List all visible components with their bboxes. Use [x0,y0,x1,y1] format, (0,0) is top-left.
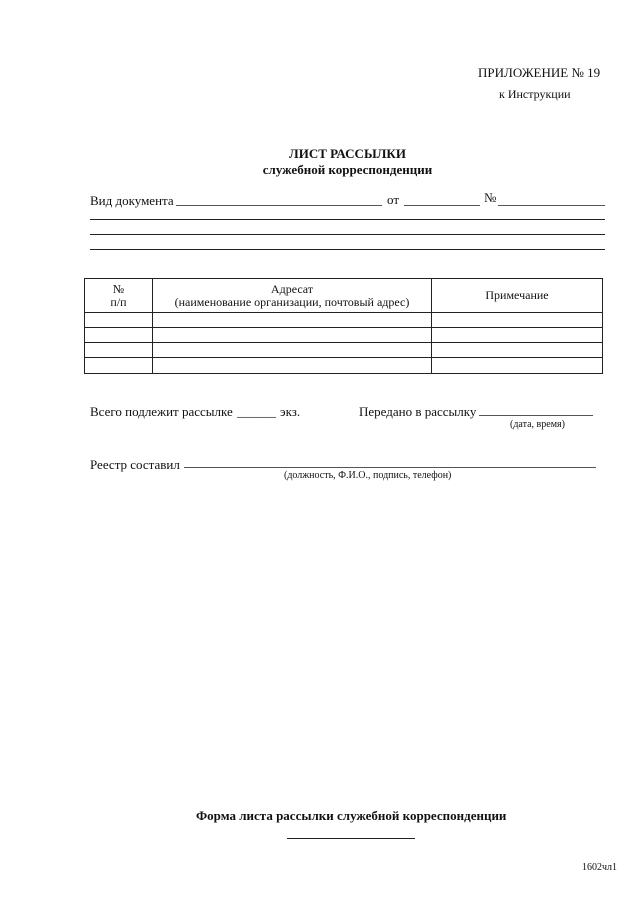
header-number-line2: п/п [110,295,127,309]
document-type-label: Вид документа [90,193,174,208]
document-type-field[interactable] [176,205,382,206]
form-caption: Форма листа рассылки служебной корреспонденции [196,808,507,823]
handed-over-hint: (дата, время) [510,419,565,430]
table-row-cell[interactable] [432,328,603,343]
header-addressee-line1: Адресат [270,282,314,296]
total-to-send-label: Всего подлежит рассылке [90,404,233,419]
header-note-label: Примечание [485,288,549,302]
number-field[interactable] [498,205,605,206]
registry-field[interactable] [184,467,596,468]
table-row-cell[interactable] [432,358,603,374]
copies-unit: экз. [280,404,301,419]
handed-over-field[interactable] [479,415,593,416]
caption-underline [287,838,415,839]
header-cell-addressee [153,279,432,313]
handed-over-label: Передано в рассылку [359,404,477,419]
header-number-line1: № [112,282,125,296]
registry-label: Реестр составил [90,457,180,472]
table-row-cell[interactable] [432,313,603,328]
appendix-subtitle: к Инструкции [499,87,571,101]
date-label: от [387,192,400,207]
table-row-cell[interactable] [85,313,153,328]
header-cell-number [85,279,153,313]
header-cell-note [432,279,603,313]
table-row-cell[interactable] [153,358,432,374]
header-addressee-line2: (наименование организации, почтовый адрес) [174,295,410,309]
number-label: № [484,190,497,205]
distribution-table [84,278,603,374]
table-row-cell[interactable] [85,343,153,358]
document-subtitle: служебной корреспонденции [262,162,433,177]
table-row-cell[interactable] [432,343,603,358]
continuation-line[interactable] [90,219,605,220]
registry-hint: (должность, Ф.И.О., подпись, телефон) [284,470,452,481]
table-row-cell[interactable] [153,313,432,328]
continuation-line[interactable] [90,249,605,250]
table-row-cell[interactable] [153,328,432,343]
appendix-title: ПРИЛОЖЕНИЕ № 19 [478,65,601,80]
table-row-cell[interactable] [85,358,153,374]
continuation-line[interactable] [90,234,605,235]
date-field[interactable] [404,205,480,206]
table-row-cell[interactable] [153,343,432,358]
document-title: ЛИСТ РАССЫЛКИ [289,146,406,161]
form-code: 1602чл1 [582,862,618,873]
table-row-cell[interactable] [85,328,153,343]
total-copies-blank[interactable]: ______ [237,404,276,419]
